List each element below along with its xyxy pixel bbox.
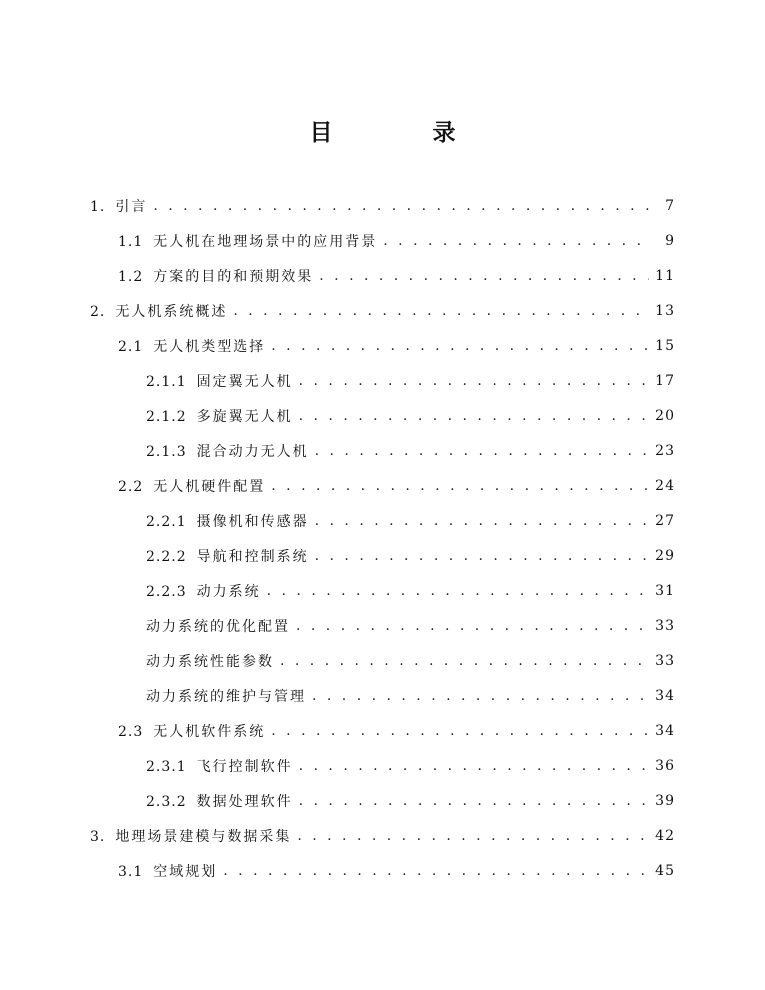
toc-entry-title (118, 336, 265, 356)
toc-entry-title (146, 511, 309, 531)
toc-entry-number: 2.2.1 (146, 513, 187, 530)
toc-entry-title (118, 231, 377, 251)
toc-entry[interactable] (0, 433, 765, 468)
toc-entry[interactable] (0, 328, 765, 363)
toc-entry-title (146, 406, 293, 426)
toc-entry[interactable] (0, 258, 765, 293)
dot-leader (223, 863, 649, 879)
toc-entry-page: 27 (655, 512, 675, 529)
toc-entry-page: 33 (655, 652, 675, 669)
toc-entry-page: 9 (665, 232, 675, 249)
toc-entry-number: 2.2.3 (146, 583, 187, 600)
toc-entry-page: 24 (655, 477, 675, 494)
toc-entry[interactable] (0, 643, 765, 678)
toc-entry-title (118, 861, 217, 881)
dot-leader (271, 338, 649, 354)
toc-entry-title (90, 196, 147, 216)
toc-entry[interactable] (0, 713, 765, 748)
toc-entry-page: 42 (655, 827, 675, 844)
toc-entry-page: 31 (655, 582, 675, 599)
toc-entry-label: 导航和控制系统 (196, 548, 309, 565)
toc-entry-page: 33 (655, 617, 675, 634)
dot-leader (299, 373, 649, 389)
toc-entry[interactable] (0, 783, 765, 818)
toc-entry-number: 2.1.3 (146, 443, 187, 460)
toc-entry[interactable] (0, 398, 765, 433)
dot-leader (297, 828, 649, 844)
toc-entry-page: 20 (655, 407, 675, 424)
dot-leader (153, 198, 649, 214)
toc-entry-title (118, 266, 313, 286)
toc-entry[interactable] (0, 608, 765, 643)
toc-entry-page: 23 (655, 442, 675, 459)
toc-entry-number: 1.1 (118, 233, 144, 250)
toc-entry-number: 2.3.2 (146, 793, 187, 810)
dot-leader (319, 268, 649, 284)
toc-entry-label: 无人机硬件配置 (153, 478, 266, 495)
toc-entry[interactable] (0, 503, 765, 538)
toc-entry-page: 45 (655, 862, 675, 879)
table-of-contents (0, 188, 765, 888)
dot-leader (233, 303, 649, 319)
toc-entry-number: 2.2.2 (146, 548, 187, 565)
toc-entry[interactable] (0, 188, 765, 223)
toc-entry[interactable] (0, 538, 765, 573)
toc-entry-title (118, 476, 265, 496)
dot-leader (299, 408, 649, 424)
toc-entry-label: 数据处理软件 (196, 793, 293, 810)
dot-leader (383, 233, 649, 249)
toc-entry-page: 15 (655, 337, 675, 354)
toc-entry-title (146, 616, 290, 636)
toc-entry-label: 方案的目的和预期效果 (153, 268, 314, 285)
dot-leader (312, 688, 649, 704)
toc-entry-label: 多旋翼无人机 (196, 408, 293, 425)
dot-leader (299, 758, 649, 774)
dot-leader (315, 513, 649, 529)
dot-leader (267, 583, 649, 599)
toc-entry-label: 固定翼无人机 (196, 373, 293, 390)
page-title: 目 录 (309, 120, 502, 146)
toc-entry[interactable] (0, 853, 765, 888)
toc-entry-number: 2.3 (118, 723, 144, 740)
toc-entry-title (146, 441, 309, 461)
toc-entry-number: 2.2 (118, 478, 144, 495)
toc-entry-title (146, 756, 293, 776)
toc-entry-label: 飞行控制软件 (196, 758, 293, 775)
toc-entry-label: 无人机在地理场景中的应用背景 (153, 233, 378, 250)
toc-entry[interactable] (0, 748, 765, 783)
toc-entry-title (90, 826, 291, 846)
toc-entry[interactable] (0, 573, 765, 608)
toc-entry[interactable] (0, 678, 765, 713)
toc-entry-label: 动力系统 (196, 583, 261, 600)
dot-leader (315, 548, 649, 564)
toc-entry-page: 34 (655, 687, 675, 704)
toc-entry[interactable] (0, 818, 765, 853)
toc-entry-label: 摄像机和传感器 (196, 513, 309, 530)
toc-entry-page: 34 (655, 722, 675, 739)
toc-entry-page: 39 (655, 792, 675, 809)
dot-leader (271, 723, 649, 739)
toc-entry-label: 地理场景建模与数据采集 (115, 828, 292, 845)
toc-entry-title (146, 686, 306, 706)
toc-entry-label: 动力系统性能参数 (146, 653, 274, 670)
toc-entry-page: 13 (655, 302, 675, 319)
toc-entry-label: 无人机软件系统 (153, 723, 266, 740)
toc-entry-title (146, 371, 293, 391)
toc-entry-number: 2. (90, 303, 106, 320)
toc-entry-title (146, 581, 261, 601)
dot-leader (280, 653, 649, 669)
toc-entry[interactable] (0, 223, 765, 258)
toc-entry-number: 1.2 (118, 268, 144, 285)
toc-entry-page: 17 (655, 372, 675, 389)
toc-entry-title (118, 721, 265, 741)
dot-leader (296, 618, 649, 634)
toc-entry-page: 29 (655, 547, 675, 564)
toc-entry-label: 空域规划 (153, 863, 218, 880)
toc-entry-page: 36 (655, 757, 675, 774)
toc-entry-number: 2.3.1 (146, 758, 187, 775)
dot-leader (299, 793, 649, 809)
toc-entry[interactable] (0, 468, 765, 503)
toc-entry-number: 2.1.1 (146, 373, 187, 390)
toc-entry-title (90, 301, 227, 321)
toc-entry-number: 3. (90, 828, 106, 845)
toc-entry-label: 混合动力无人机 (196, 443, 309, 460)
toc-entry-title (146, 791, 293, 811)
dot-leader (315, 443, 649, 459)
toc-entry-title (146, 546, 309, 566)
toc-entry-label: 动力系统的优化配置 (146, 618, 290, 635)
toc-entry[interactable] (0, 363, 765, 398)
toc-entry-label: 无人机系统概述 (115, 303, 228, 320)
toc-entry-number: 2.1 (118, 338, 144, 355)
dot-leader (271, 478, 649, 494)
toc-entry-number: 2.1.2 (146, 408, 187, 425)
toc-entry-page: 7 (665, 197, 675, 214)
toc-entry-label: 无人机类型选择 (153, 338, 266, 355)
toc-entry-title (146, 651, 274, 671)
toc-entry-page: 11 (655, 267, 675, 284)
toc-entry-number: 3.1 (118, 863, 144, 880)
toc-entry-label: 动力系统的维护与管理 (146, 688, 306, 705)
toc-entry[interactable] (0, 293, 765, 328)
toc-entry-number: 1. (90, 198, 106, 215)
toc-entry-label: 引言 (115, 198, 148, 215)
